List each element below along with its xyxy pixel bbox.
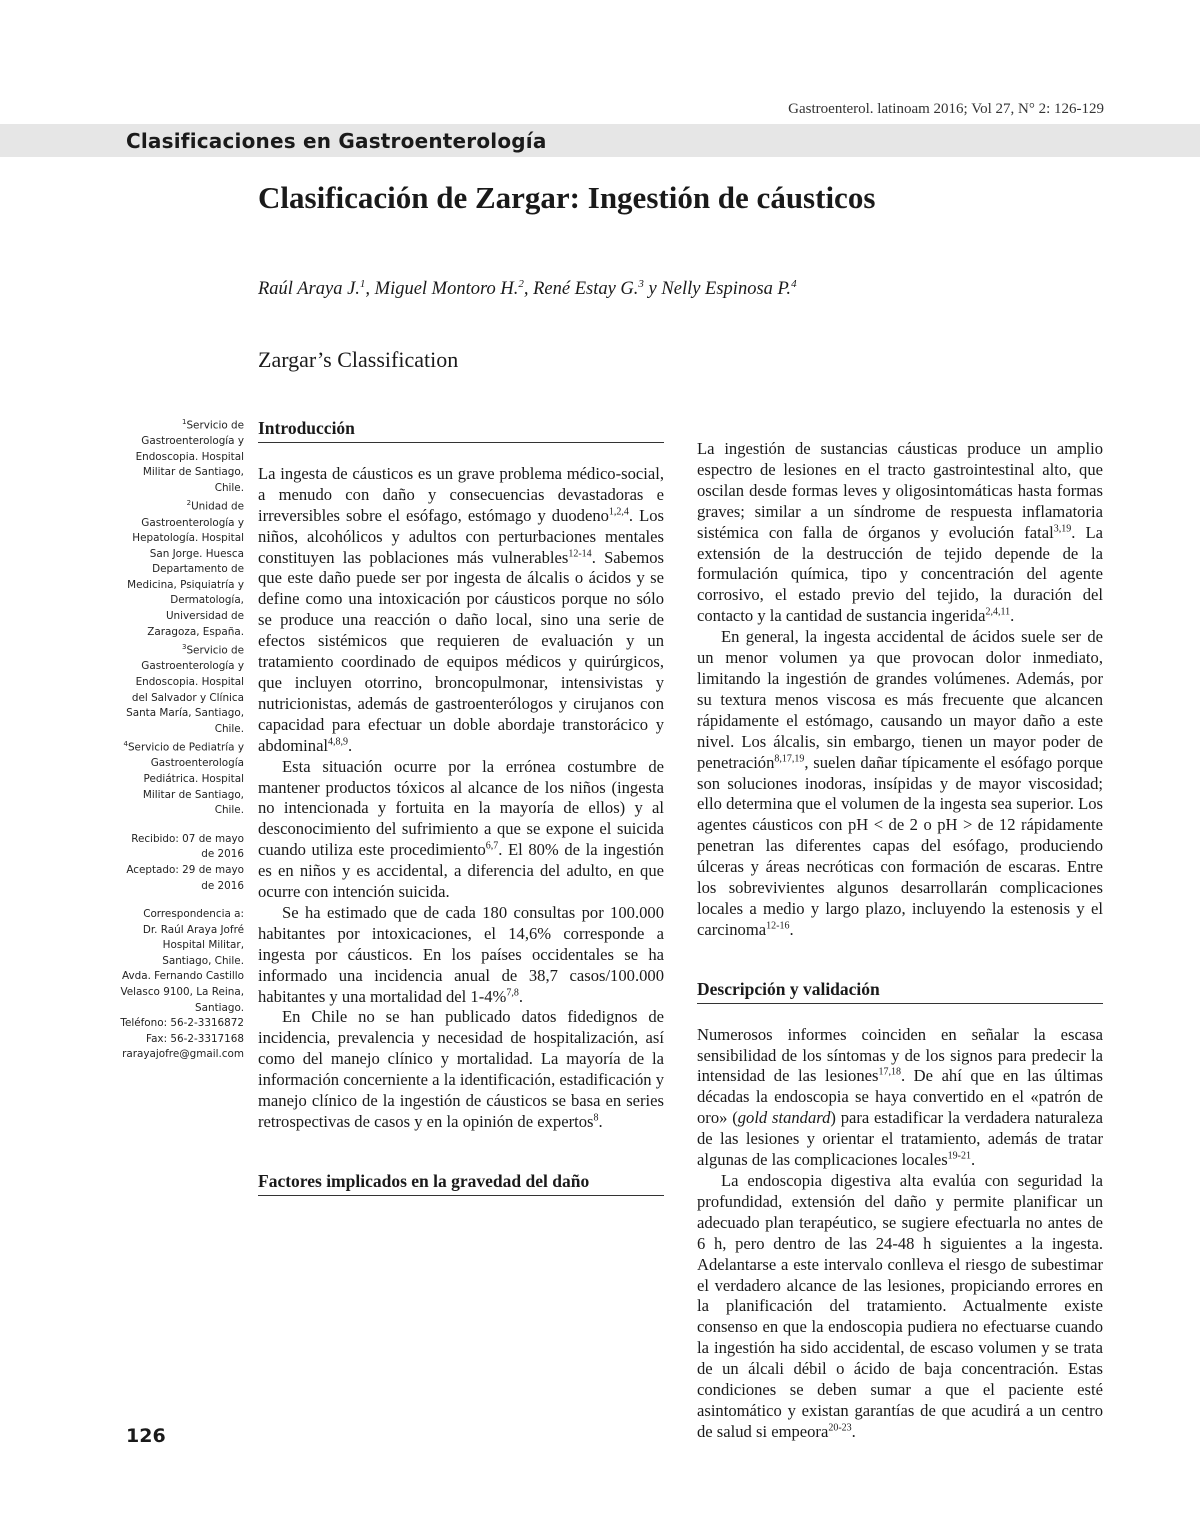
- correspondence-block: [118, 907, 244, 1063]
- correspondence-line: Hospital Militar, Santiago, Chile.: [162, 939, 244, 967]
- citation: 8,17,19: [774, 753, 805, 765]
- citation: 17,18: [878, 1066, 901, 1078]
- spacer: [258, 443, 664, 464]
- paragraph: Numerosos informes coinciden en señalar la escasa sensibilidad de los síntomas y de los signos para predecir la intensidad de las lesiones$^{17,18}$. De ahí que en las últimas décadas la endoscopia se haya convertido en el «patrón de oro» (gold standard) para estadificar la verdadera naturaleza de las lesiones y orientar el tratamiento, además de tratar algunas de las complicaciones locales$^{19-21}$.: [697, 1024, 1103, 1170]
- correspondence-line: rarayajofre@gmail.com: [122, 1048, 244, 1061]
- affiliation: [118, 737, 244, 818]
- affiliation-marker: 3: [181, 643, 187, 652]
- citation: 12-14: [568, 548, 592, 559]
- citation: 20-23: [828, 1422, 852, 1434]
- affiliation-list: [118, 415, 244, 819]
- affiliation-text: Servicio de Gastroenterología y Endoscopia. Hospital del Salvador y Clínica Santa María, Santiago, Chile.: [126, 644, 244, 735]
- affiliation-marker: 4: [123, 740, 128, 749]
- citation: 8: [593, 1112, 599, 1124]
- spacer: [258, 1133, 664, 1171]
- author-list: Raúl Araya J.$^1$, Miguel Montoro H.$^2$, René Estay G.$^3$ y Nelly Espinosa P.$^4$: [258, 278, 797, 300]
- affiliation: [118, 640, 244, 737]
- author-name: Miguel Montoro H.: [374, 279, 519, 300]
- paragraph: Esta situación ocurre por la errónea costumbre de mantener productos tóxicos al alcance de los niños (ingesta no intencionada y fortuita en la mayoría de ellos) y al desconocimiento del sufrimiento a que se expone el suicida cuando utiliza este procedimiento$^{6,7}$. El 80% de la ingestión es en niños y es accidental, a diferencia del adulto, en que ocurre con intención suicida.: [258, 756, 664, 902]
- citation: 7,8: [506, 987, 519, 999]
- paragraph: En general, la ingesta accidental de ácidos suele ser de un menor volumen ya que provocan dolor inmediato, limitando la ingestión de grandes volúmenes. Además, por su textura menos viscosa es más frecuente que alcancen rápidamente el estómago, causando un mayor daño a este nivel. Los álcalis, sin embargo, tienen un mayor poder de penetración$^{8,17,19}$, suelen dañar típicamente el esófago porque son soluciones inodoras, insípidas y de mayor viscosidad; ello determina que el volumen de la ingesta sea superior. Los agentes cáusticos con pH < de 2 o pH > de 12 rápidamente penetran las diferentes capas del esófago, produciendo úlceras y áreas necróticas con formación de escaras. Entre los sobrevivientes algunos desarrollarán complicaciones locales a medio y largo plazo, incluyendo la estenosis y el carcinoma$^{12-16}$.: [697, 627, 1103, 939]
- spacer: [697, 418, 1103, 439]
- correspondence-line: Teléfono: 56-2-3316872: [120, 1017, 244, 1030]
- section-heading: Introducción: [258, 418, 664, 443]
- affiliation-text: Unidad de Gastroenterología y Hepatología. Hospital San Jorge. Huesca Departamento de Medicina, Psiquiatría y Dermatología, Universidad de Zaragoza, España.: [127, 500, 244, 638]
- article-title: Clasificación de Zargar: Ingestión de cáusticos: [258, 180, 876, 215]
- citation: 2,4,11: [985, 606, 1011, 618]
- page-number: 126: [126, 1425, 166, 1447]
- paragraph: La ingestión de sustancias cáusticas produce un amplio espectro de lesiones en el tracto gastrointestinal alto, que oscilan desde formas leves y oligosintomáticas hasta formas graves; similar a un síndrome de respuesta inflamatoria sistémica con falla de órganos y evolución fatal$^{3,19}$. La extensión de la destrucción de tejido depende de la formulación química, tipo y concentración del agente corrosivo, el estado previo del tejido, la duración del contacto y la cantidad de sustancia ingerida$^{2,4,11}$.: [697, 439, 1103, 626]
- author-affiliation-marker: 3: [638, 278, 644, 290]
- affiliation: [118, 496, 244, 640]
- paragraph: La endoscopia digestiva alta evalúa con seguridad la profundidad, extensión del daño y permite planificar un adecuado plan terapéutico, se sugiere efectuarla no antes de 6 h, pero dentro de las 24-48 h siguientes a la ingesta. Adelantarse a este intervalo conlleva el riesgo de subestimar el verdadero alcance de las lesiones, propiciando errores en la planificación del tratamiento. Actualmente existe consenso en que la endoscopia pudiera no efectuarse cuando la ingestión ha sido accidental, de escaso volumen y se trata de un álcali débil o ácido de baja concentración. Estas condiciones se deben sumar a que el paciente esté asintomático y existan garantías de que acudirá a un centro de salud si empeora$^{20-23}$.: [697, 1171, 1103, 1441]
- citation: 4,8,9: [328, 736, 349, 748]
- correspondence-line: Fax: 56-2-3317168: [146, 1032, 244, 1045]
- body-column-left: [258, 418, 664, 1196]
- paragraph: La ingesta de cáusticos es un grave problema médico-social, a menudo con daño y consecuencias devastadoras e irreversibles sobre el esófago, estómago y duodeno$^{1,2,4}$. Los niños, alcohólicos y adultos con perturbaciones mentales constituyen las poblaciones más vulnerables$^{12-14}$. Sabemos que este daño puede ser por ingesta de álcalis o ácidos y se define como una intoxicación por cáusticos porque no sólo se produce una reacción o daño local, sino una serie de efectos sistémicos que requieren de evaluación y un tratamiento coordinado de equipos médicos y quirúrgicos, que incluyen otorrino, broncopulmonar, intensivistas y nutricionistas, además de gastroenterólogos y cirujanos con capacidad para efectuar un doble abordaje transtorácico y abdominal$^{4,8,9}$.: [258, 463, 664, 755]
- citation: 12-16: [766, 920, 790, 932]
- italic-term: gold standard: [737, 1108, 831, 1128]
- author-name: Nelly Espinosa P.: [661, 279, 792, 300]
- body-column-right: [697, 418, 1103, 1443]
- affiliations-sidebar: [118, 415, 244, 1063]
- paragraph: En Chile no se han publicado datos fidedignos de incidencia, prevalencia y necesidad de hospitalización, así como del manejo clínico y mortalidad. La mayoría de la información concerniente a la identificación, estadificación y manejo clínico de la ingestión de cáusticos se basa en series retrospectivas de casos y en la opinión de expertos$^8$.: [258, 1007, 664, 1131]
- citation: 1,2,4: [608, 506, 629, 518]
- journal-reference: Gastroenterol. latinoam 2016; Vol 27, N° 2: 126-129: [788, 101, 1104, 117]
- citation: 19-21: [947, 1150, 972, 1162]
- correspondence-line: Dr. Raúl Araya Jofré: [142, 923, 244, 936]
- author-affiliation-marker: 2: [518, 278, 524, 290]
- received-date: Recibido: 07 de mayo de 2016: [131, 832, 244, 861]
- section-band: [0, 124, 1200, 157]
- author-name: Raúl Araya J.: [258, 279, 360, 300]
- author-affiliation-marker: 1: [359, 278, 366, 290]
- citation: 3,19: [1053, 523, 1072, 535]
- section-heading: Descripción y validación: [697, 979, 1103, 1004]
- spacer: [697, 941, 1103, 979]
- accepted-date: Aceptado: 29 de mayo de 2016: [126, 863, 244, 892]
- correspondence-line: Correspondencia a:: [143, 908, 244, 921]
- english-title: Zargar’s Classification: [258, 347, 459, 372]
- affiliation: [118, 415, 244, 496]
- paragraph: Se ha estimado que de cada 180 consultas por 100.000 habitantes por intoxicaciones, el 14,6% corresponde a ingesta por cáusticos. En los países occidentales se ha informado una incidencia anual de 38,7 casos/100.000 habitantes y una mortalidad del 1-4%$^{7,8}$.: [258, 902, 664, 1006]
- section-title: Clasificaciones en Gastroenterología: [126, 129, 547, 153]
- section-heading: Factores implicados en la gravedad del daño: [258, 1171, 664, 1196]
- spacer: [697, 1004, 1103, 1025]
- citation: 6,7: [485, 840, 499, 852]
- author-name: René Estay G.: [533, 279, 639, 300]
- affiliation-marker: 1: [181, 418, 187, 426]
- affiliation-text: Servicio de Pediatría y Gastroenterología Pediátrica. Hospital Militar de Santiago, Chile.: [127, 741, 244, 817]
- correspondence-line: Avda. Fernando Castillo Velasco 9100, La Reina, Santiago.: [120, 970, 244, 1014]
- affiliation-text: Servicio de Gastroenterología y Endoscopia. Hospital Militar de Santiago, Chile.: [135, 419, 244, 494]
- affiliation-marker: 2: [186, 499, 192, 508]
- author-affiliation-marker: 4: [791, 278, 797, 290]
